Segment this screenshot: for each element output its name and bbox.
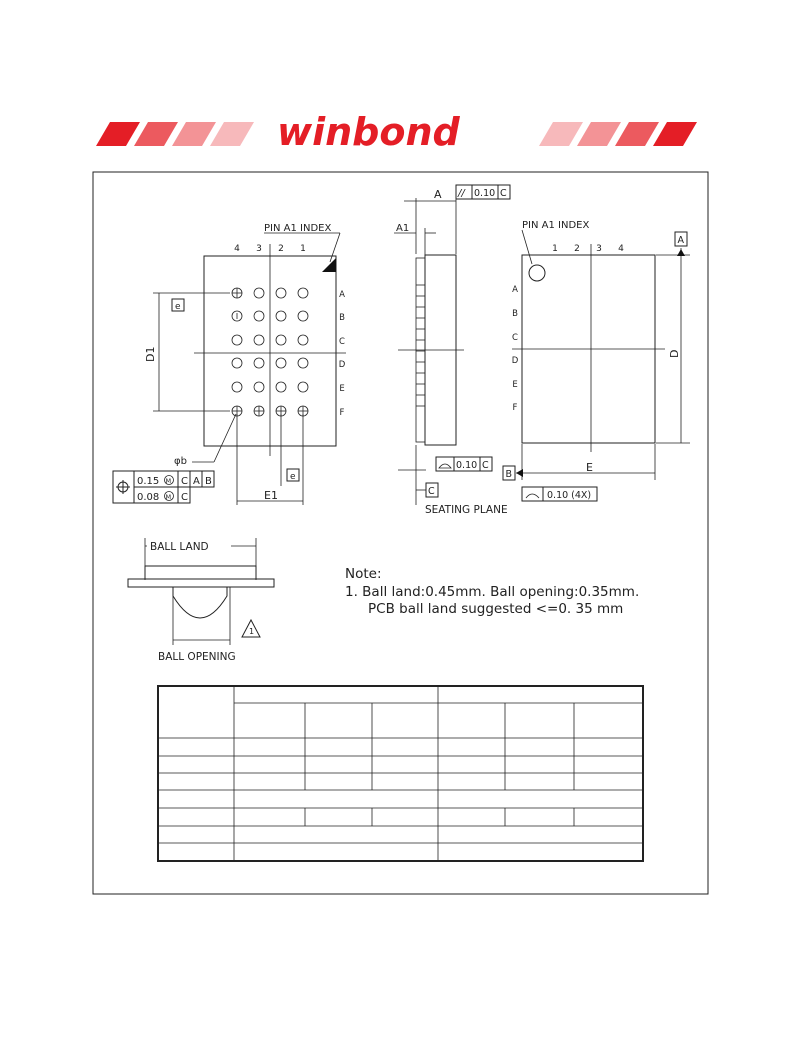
ball-land-pad [145,566,256,579]
dimension-table [158,686,643,861]
ball [276,288,286,298]
top-col-label: 3 [256,244,262,254]
fcf-row2-value: 0.08 [137,492,160,503]
note-flag-number: 1 [249,627,255,636]
side-view [394,185,510,516]
fcf-row1-datum-c: C [181,476,188,487]
top-col-label: 2 [278,244,284,254]
top-row-label: E [339,384,345,394]
ball [254,288,264,298]
ball [232,288,242,298]
bottom-col-label: 4 [618,244,624,254]
ball [254,335,264,345]
ball [254,311,264,321]
fcf-row1-modifier: M [165,477,172,485]
bottom-row-label: D [511,356,519,366]
top-row-label: D [338,360,346,370]
dim-a-label: A [434,188,442,201]
datum-a-triangle [677,249,685,256]
top-row-label: C [339,337,345,347]
ball [298,382,308,392]
bottom-pin-a1-dot [529,265,545,281]
datum-b-label: B [505,469,513,480]
top-col-label: 4 [234,244,240,254]
solder-ball [173,587,227,618]
bottom-row-label: A [512,285,518,295]
top-row-label: A [339,290,345,300]
fcf-row2-datum-c: C [181,492,188,503]
ball [276,311,286,321]
top-view [113,223,346,505]
dim-d-label: D [668,349,681,358]
e1-label: E1 [264,489,278,502]
e-pitch-label-vertical: e [175,302,181,312]
ball [298,358,308,368]
ball [232,311,242,321]
note-line-2: PCB ball land suggested <=0. 35 mm [368,601,624,617]
ball-land-label: BALL LAND [150,541,209,553]
fcf-row1-datum-a: A [193,476,200,487]
ball-opening-label: BALL OPENING [158,651,236,663]
e-pitch-label-horizontal: e [290,472,296,482]
top-pin-a1-index-label: PIN A1 INDEX [264,223,332,234]
bottom-col-label: 1 [552,244,558,254]
dim-e-label: E [586,461,593,474]
bottom-row-label: C [512,333,518,343]
position-tolerance-frame [113,471,214,503]
datum-a-label: A [677,235,684,246]
ball [276,335,286,345]
bottom-row-label: B [512,309,518,319]
ball [232,382,242,392]
ball [254,406,264,416]
dim-a1-label: A1 [396,223,410,234]
datum-b-triangle [516,469,523,477]
bottom-col-label: 2 [574,244,580,254]
ball [276,358,286,368]
ball-diameter-leader [214,414,236,462]
top-col-label: 1 [300,244,306,254]
bottom-pin-a1-leader [522,230,532,264]
parallelism-value: 0.10 [474,188,496,199]
notes-block [345,566,639,617]
fcf-row1-datum-b: B [205,476,212,487]
bottom-col-label: 3 [596,244,602,254]
note-title: Note: [345,566,382,582]
fcf-row2-modifier: M [165,493,172,501]
top-row-label: B [339,313,345,323]
ball [232,335,242,345]
ball [276,382,286,392]
seating-plane-label: SEATING PLANE [425,504,508,516]
d1-label: D1 [144,346,157,362]
ball [254,358,264,368]
top-pin-a1-leader [330,233,340,262]
table-outer [158,686,643,861]
bottom-view [503,220,690,501]
pin-a1-index-marker [322,258,336,272]
parallelism-symbol: // [458,188,465,199]
profile-value: 0.10 (4X) [547,490,592,501]
ball-diameter-label: φb [174,456,187,467]
bottom-pin-a1-index-label: PIN A1 INDEX [522,220,590,231]
note-line-1: 1. Ball land:0.45mm. Ball opening:0.35mm. [345,584,640,600]
drawing-frame [93,172,708,894]
ball [298,311,308,321]
bottom-row-label: F [512,403,518,413]
ball [232,358,242,368]
parallelism-datum: C [500,188,507,199]
ball [298,335,308,345]
ball-land-detail [128,538,274,663]
winbond-logo: winbond [277,110,460,154]
bottom-row-label: E [512,380,518,390]
ball [298,288,308,298]
ball [254,382,264,392]
flatness-datum: C [482,460,489,471]
seating-datum-label: C [428,486,435,497]
top-row-label: F [339,408,345,418]
pcb-substrate [128,579,274,587]
flatness-value: 0.10 [456,460,478,471]
fcf-row1-value: 0.15 [137,476,160,487]
